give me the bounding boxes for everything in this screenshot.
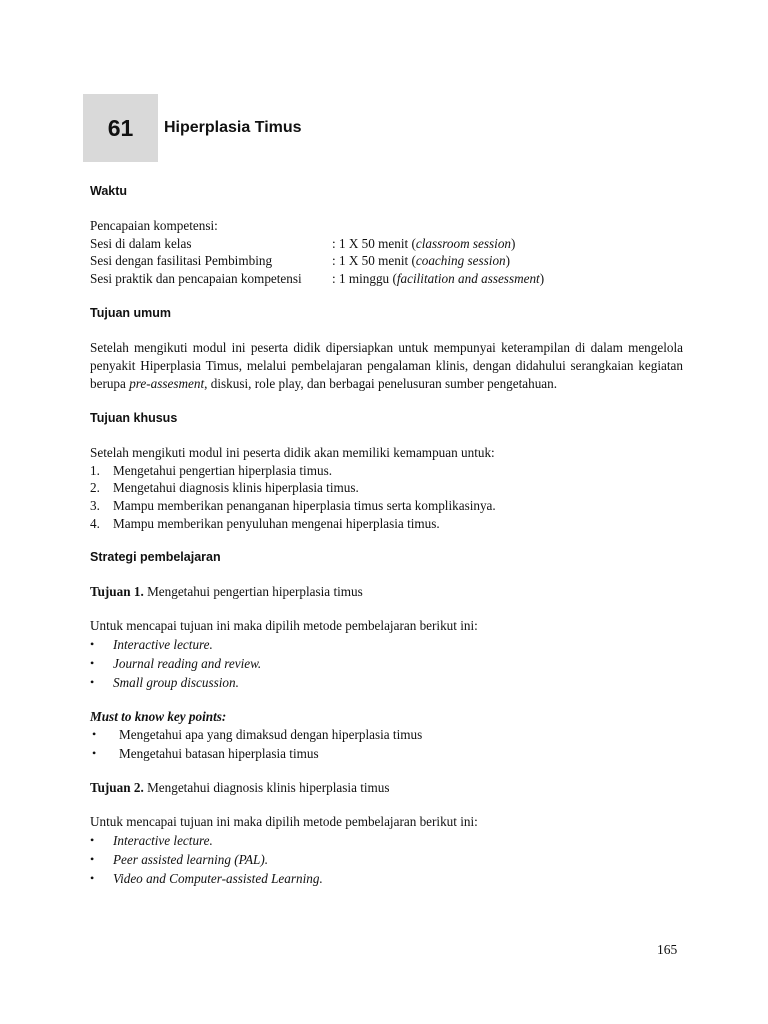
strategi-heading: Strategi pembelajaran	[90, 550, 221, 565]
waktu-intro: Pencapaian kompetensi:	[90, 218, 218, 233]
list-item: • Small group discussion.	[90, 674, 239, 690]
page-number: 165	[657, 942, 678, 957]
bullet-icon: •	[90, 636, 95, 651]
bullet-icon: •	[90, 674, 95, 689]
bullet-icon: •	[90, 851, 95, 866]
tujuan1-line: Tujuan 1. Mengetahui pengertian hiperplasia timus	[90, 584, 363, 600]
waktu-heading: Waktu	[90, 184, 128, 198]
waktu-row-value: : 1 X 50 menit (classroom session)	[332, 235, 516, 251]
list-item: 2. Mengetahui diagnosis klinis hiperplasia timus.	[90, 480, 359, 496]
tujuan-umum-paragraph: Setelah mengikuti modul ini peserta didik dipersiapkan untuk mempunyai keterampilan di dalam mengelola penyakit Hiperplasia Timus, melalui pembelajaran pengalaman klinis, dengan didahului serangkaian kegiatan berupa pre-assesment, diskusi, role play, dan berbagai penelusuran sumber pengetahuan.	[90, 339, 683, 391]
bullet-icon: •	[90, 870, 95, 885]
list-item: 3. Mampu memberikan penanganan hiperplasia timus serta komplikasinya.	[90, 497, 496, 513]
list-item: • Mengetahui apa yang dimaksud dengan hiperplasia timus	[92, 727, 423, 743]
waktu-row-value: : 1 X 50 menit (coaching session)	[332, 253, 511, 269]
waktu-row	[90, 235, 683, 253]
tujuan1-methods	[90, 635, 683, 692]
chapter-number: 61	[107, 114, 134, 141]
waktu-row-label: Sesi praktik dan pencapaian kompetensi	[90, 271, 302, 287]
list-item: 1. Mengetahui pengertian hiperplasia timus.	[90, 462, 332, 478]
tujuan1-method-intro: Untuk mencapai tujuan ini maka dipilih metode pembelajaran berikut ini:	[90, 618, 478, 634]
waktu-row	[90, 252, 683, 270]
tujuan-khusus-list	[90, 462, 683, 533]
tujuan2-line: Tujuan 2. Mengetahui diagnosis klinis hiperplasia timus	[90, 780, 390, 796]
bullet-icon: •	[92, 727, 97, 742]
bullet-icon: •	[92, 746, 97, 761]
bullet-icon: •	[90, 655, 95, 670]
waktu-row	[90, 270, 683, 288]
list-item: • Journal reading and review.	[90, 655, 262, 671]
chapter-title: Hiperplasia Timus	[164, 119, 302, 136]
tujuan-umum-heading: Tujuan umum	[90, 305, 172, 320]
chapter-number-box	[83, 94, 158, 162]
list-item: • Video and Computer-assisted Learning.	[90, 870, 323, 886]
list-item: • Mengetahui batasan hiperplasia timus	[92, 746, 319, 762]
list-item: • Peer assisted learning (PAL).	[90, 851, 269, 867]
bullet-icon: •	[90, 832, 95, 847]
list-item: 4. Mampu memberikan penyuluhan mengenai hiperplasia timus.	[90, 515, 440, 531]
tujuan2-methods	[90, 831, 683, 888]
tujuan-khusus-heading: Tujuan khusus	[90, 410, 178, 425]
key-points-list	[90, 725, 683, 763]
waktu-row-label: Sesi dengan fasilitasi Pembimbing	[90, 253, 273, 269]
list-item: • Interactive lecture.	[90, 636, 213, 652]
tujuan-khusus-intro: Setelah mengikuti modul ini peserta didik akan memiliki kemampuan untuk:	[90, 444, 495, 460]
document-content	[90, 183, 683, 888]
waktu-row-value: : 1 minggu (facilitation and assessment)	[332, 271, 545, 287]
waktu-row-label: Sesi di dalam kelas	[90, 235, 192, 251]
list-item: • Interactive lecture.	[90, 832, 213, 848]
tujuan2-method-intro: Untuk mencapai tujuan ini maka dipilih metode pembelajaran berikut ini:	[90, 814, 478, 830]
key-points-label: Must to know key points:	[90, 708, 227, 724]
